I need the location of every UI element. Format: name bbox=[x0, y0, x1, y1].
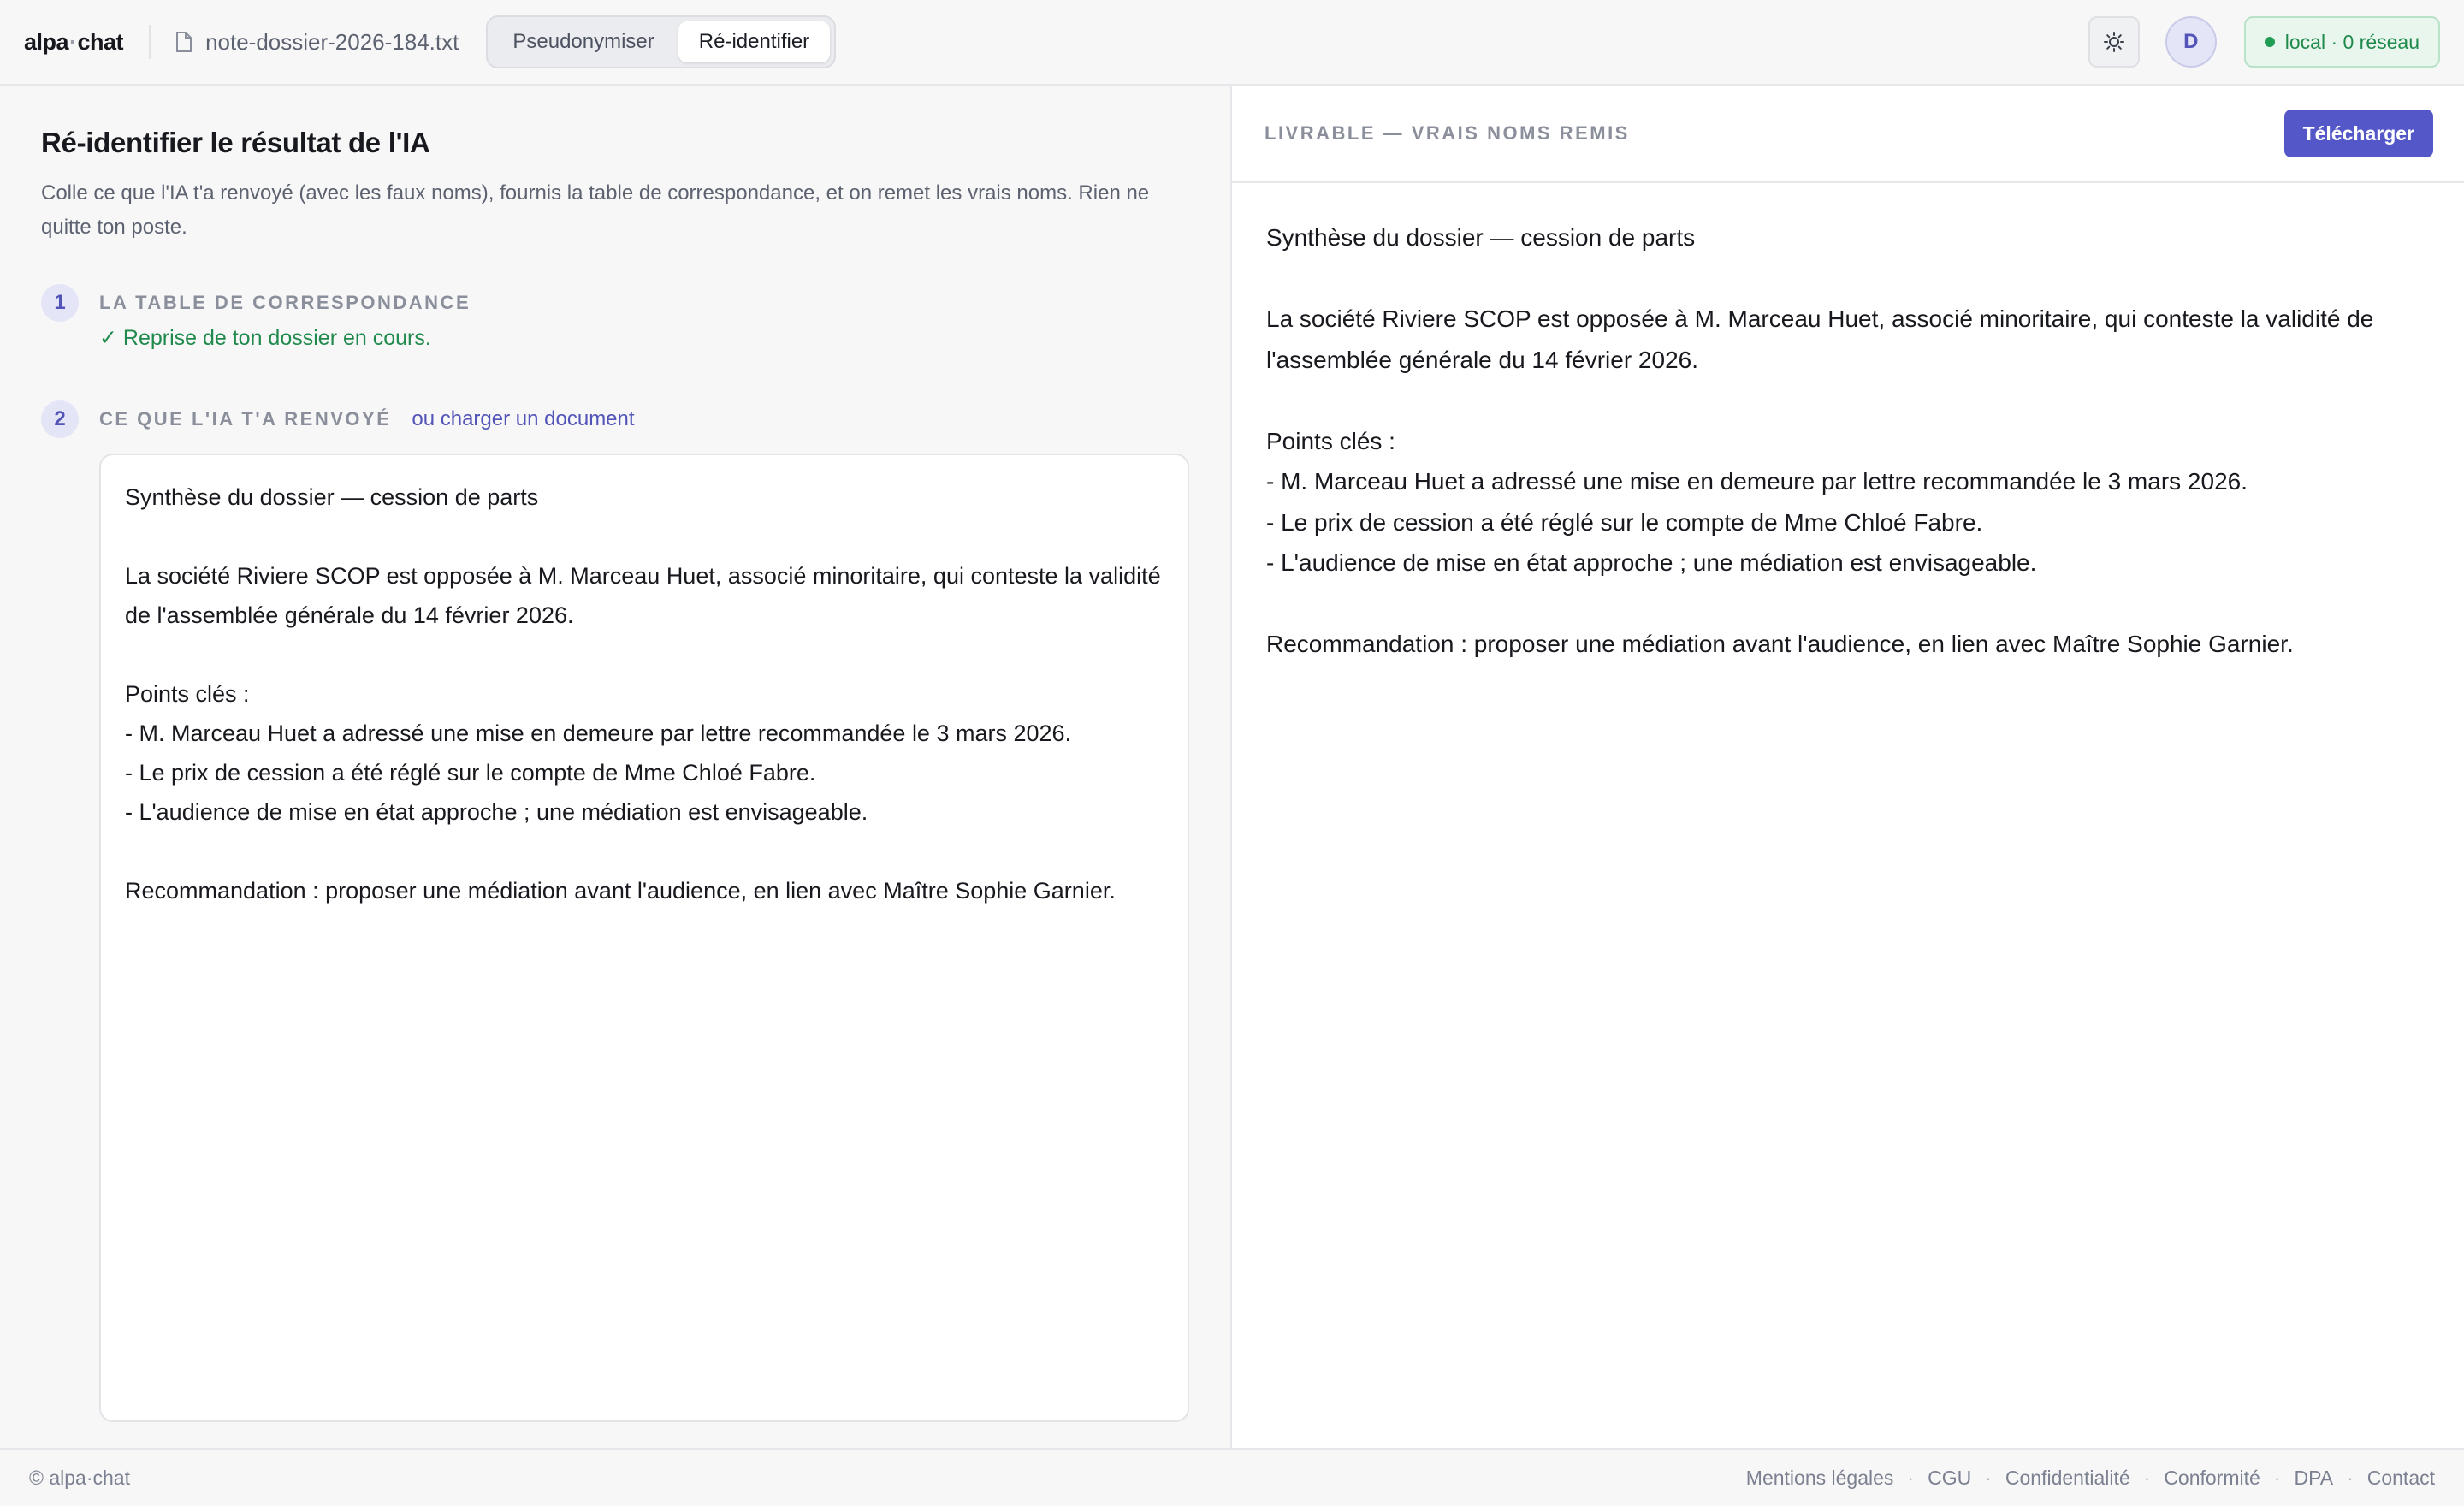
copyright: © alpa·chat bbox=[29, 1466, 130, 1489]
page-description: Colle ce que l'IA t'a renvoyé (avec les faux noms), fournis la table de correspondance, et on remet les vrais noms. Rien ne quitte ton poste. bbox=[41, 181, 1150, 239]
ai-output-textarea[interactable]: Synthèse du dossier — cession de parts La société Riviere SCOP est opposée à M. Marceau Huet, associé minoritaire, qui conteste la validité de l'assemblée générale du 14 février 2026. Points clés : - M. Marceau Huet a adressé une mise en demeure par lettre recommandée le 3 mars 2026. - Le prix de cession a été réglé sur le compte de Mme Chloé Fabre. - L'audience de mise en état approche ; une médiation est envisageable. Recommandation : proposer une médiation avant l'audience, en lien avec Maître Sophie Garnier. bbox=[99, 454, 1189, 1422]
status-dot-icon bbox=[2265, 37, 2275, 47]
footer-separator: · bbox=[1985, 1466, 1992, 1489]
deliverable-label: LIVRABLE — VRAIS NOMS REMIS bbox=[1265, 122, 1630, 144]
step-number: 2 bbox=[41, 400, 79, 438]
file-name: note-dossier-2026-184.txt bbox=[205, 28, 459, 55]
deliverable-panel bbox=[1232, 86, 2464, 1448]
input-panel bbox=[0, 86, 1232, 1448]
footer-separator: · bbox=[2143, 1466, 2151, 1489]
step-title: CE QUE L'IA T'A RENVOYÉ bbox=[99, 408, 392, 430]
main-area bbox=[0, 86, 2464, 1448]
status-label: local · 0 réseau bbox=[2284, 30, 2420, 53]
tab-re-identifier[interactable]: Ré-identifier bbox=[678, 21, 830, 62]
mode-switch bbox=[486, 15, 836, 68]
logo-left: alpa bbox=[24, 28, 69, 55]
logo[interactable] bbox=[24, 29, 123, 56]
avatar[interactable]: D bbox=[2165, 16, 2217, 68]
footer-link-confidentialite[interactable]: Confidentialité bbox=[2005, 1466, 2130, 1489]
logo-right: chat bbox=[77, 28, 124, 55]
page-title: Ré-identifier le résultat de l'IA bbox=[41, 127, 430, 158]
logo-dot: · bbox=[69, 28, 77, 55]
file-icon bbox=[175, 31, 193, 53]
footer-link-mentions-legales[interactable]: Mentions légales bbox=[1745, 1466, 1894, 1489]
footer-separator: · bbox=[2347, 1466, 2354, 1489]
footer bbox=[0, 1448, 2464, 1506]
footer-separator: · bbox=[2273, 1466, 2281, 1489]
step-number: 1 bbox=[41, 284, 79, 322]
header-divider bbox=[149, 25, 151, 59]
footer-separator: · bbox=[1907, 1466, 1915, 1489]
step-mapping-table bbox=[41, 284, 1189, 351]
sun-icon bbox=[2102, 30, 2126, 54]
footer-link-conformite[interactable]: Conformité bbox=[2164, 1466, 2260, 1489]
footer-link-contact[interactable]: Contact bbox=[2366, 1466, 2435, 1489]
theme-toggle-button[interactable] bbox=[2088, 16, 2140, 68]
current-file bbox=[175, 29, 459, 56]
footer-link-cgu[interactable]: CGU bbox=[1928, 1466, 1972, 1489]
step-ai-output bbox=[41, 400, 1189, 1422]
top-bar bbox=[0, 0, 2464, 86]
footer-links bbox=[1746, 1467, 2435, 1490]
tab-pseudonymiser[interactable]: Pseudonymiser bbox=[512, 30, 654, 53]
download-button[interactable]: Télécharger bbox=[2284, 110, 2433, 157]
deliverable-header bbox=[1232, 86, 2464, 183]
footer-link-dpa[interactable]: DPA bbox=[2294, 1466, 2334, 1489]
step-title: LA TABLE DE CORRESPONDANCE bbox=[99, 292, 471, 313]
deliverable-text: Synthèse du dossier — cession de parts La société Riviere SCOP est opposée à M. Marceau Huet, associé minoritaire, qui conteste la validité de l'assemblée générale du 14 février 2026. Points clés : - M. Marceau Huet a adressé une mise en demeure par lettre recommandée le 3 mars 2026. - Le prix de cession a été réglé sur le compte de Mme Chloé Fabre. - L'audience de mise en état approche ; une médiation est envisageable. Recommandation : proposer une médiation avant l'audience, en lien avec Maître Sophie Garnier. bbox=[1266, 224, 2374, 657]
upload-document-link[interactable]: ou charger un document bbox=[412, 407, 635, 430]
mapping-status: ✓ Reprise de ton dossier en cours. bbox=[99, 326, 431, 350]
status-badge bbox=[2244, 16, 2440, 68]
